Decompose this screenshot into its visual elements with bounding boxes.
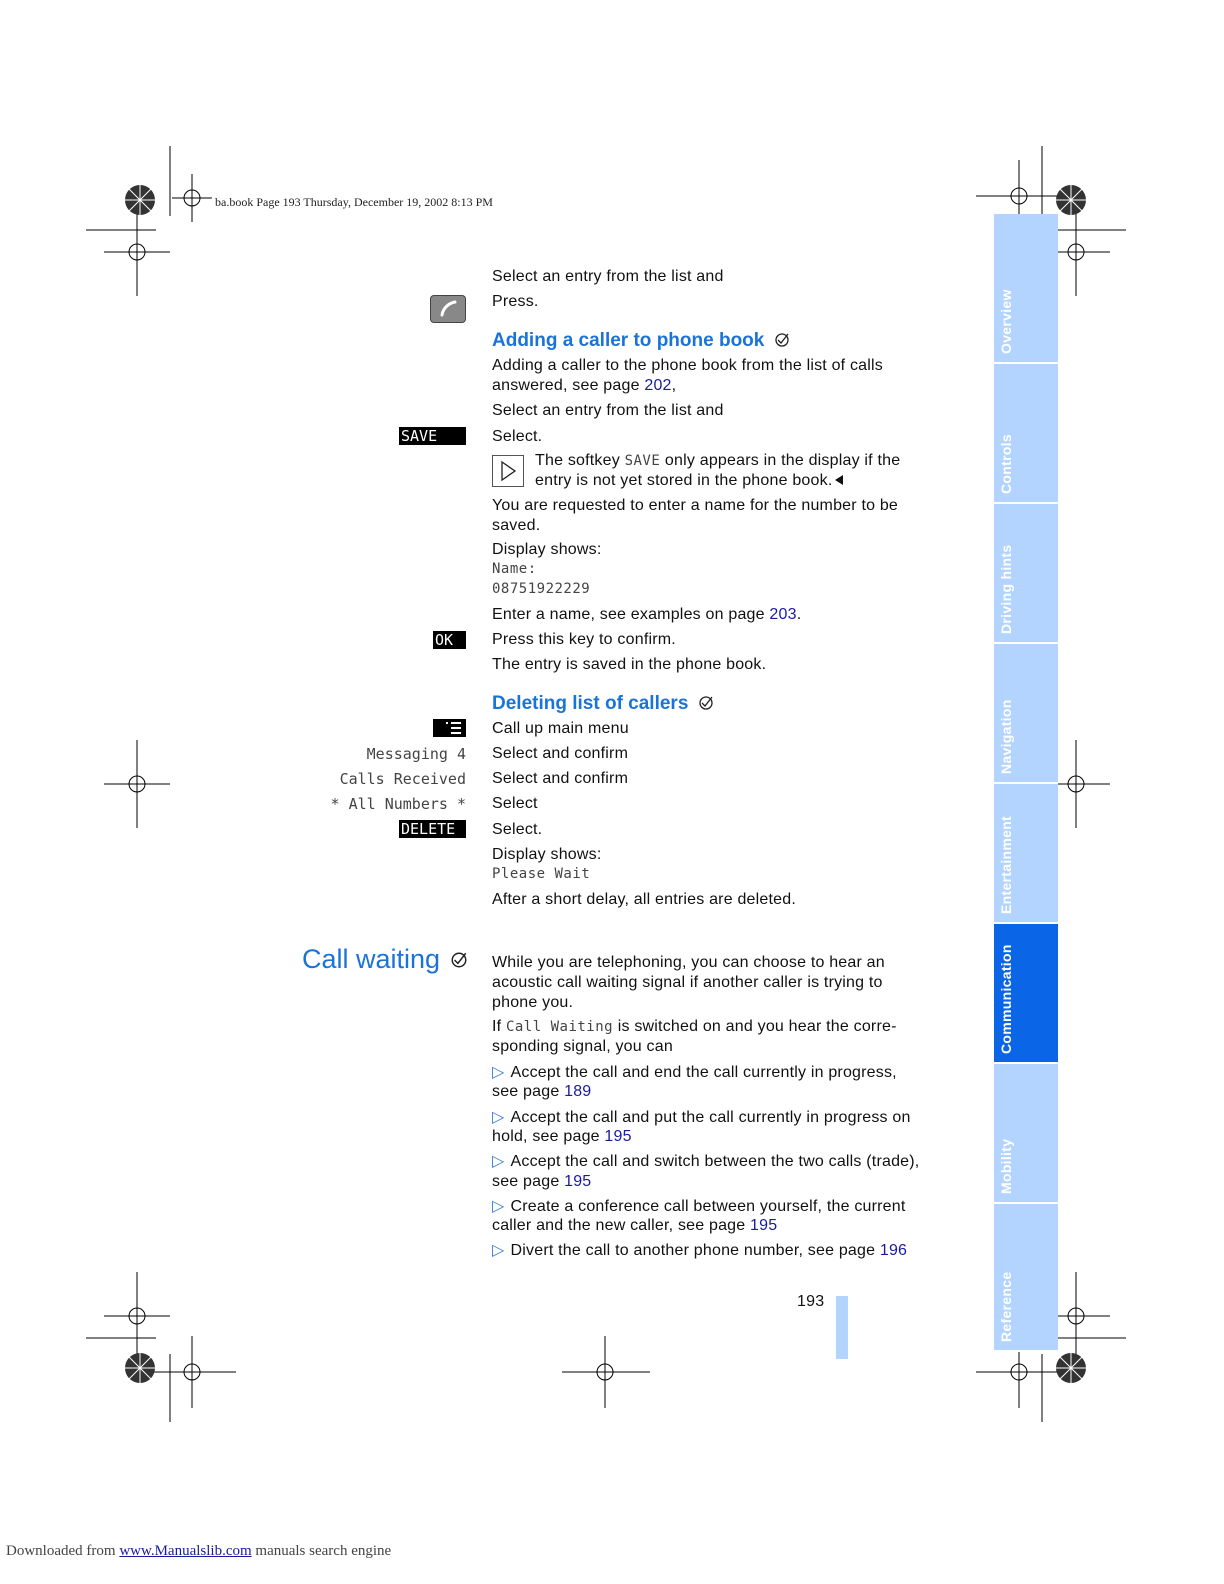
delete-step-5: Select. [492,821,543,838]
wait-bullet-3a: ▷ Accept the call and switch between the two calls (trade), [492,1153,920,1170]
delete-display-label: Display shows: [492,846,602,863]
section-wait-title: Call waiting [302,943,468,975]
note-play-icon [492,455,524,487]
wait-bullet-2a: ▷ Accept the call and put the call currently in progress on [492,1109,911,1126]
add-p6: Press this key to confirm. [492,631,676,648]
wait-bullet-2b: hold, see page 195 [492,1128,632,1145]
wait-bullet-4a: ▷ Create a conference call between yourself, the current [492,1198,906,1215]
add-p2: Select an entry from the list and [492,402,724,419]
key-ok: OK [433,631,466,649]
tab-navigation[interactable]: Navigation [994,644,1058,784]
delete-step-1: Call up main menu [492,720,629,737]
wait-p2b: sponding signal, you can [492,1038,673,1055]
print-header: ba.book Page 193 Thursday, December 19, 2002 8:13 PM [215,195,493,209]
bullet-arrow-icon: ▷ [492,1064,505,1081]
note-line-2: entry is not yet stored in the phone book. [535,471,843,491]
menu-key-icon [433,719,466,737]
add-p1a: Adding a caller to the phone book from the list of calls [492,357,883,374]
lcd-all-numbers: * All Numbers * [330,795,466,813]
lcd-messaging: Messaging 4 [366,745,466,763]
tab-mobility[interactable]: Mobility [994,1064,1058,1204]
add-display-label: Display shows: [492,541,602,558]
softkey-delete: DELETE [399,820,466,838]
wait-bullet-4b: caller and the new caller, see page 195 [492,1217,778,1234]
page-link-195[interactable]: 195 [604,1128,632,1145]
tab-entertainment[interactable]: Entertainment [994,784,1058,924]
intro-line-2: Press. [492,293,539,310]
note-line-1: The softkey SAVE only appears in the display if the [535,452,901,469]
intro-line-1: Select an entry from the list and [492,268,724,285]
page-number: 193 [797,1293,825,1310]
bullet-arrow-icon: ▷ [492,1109,505,1126]
download-footer: Downloaded from www.Manualslib.com manuals search engine [6,1543,392,1559]
bullet-arrow-icon: ▷ [492,1198,505,1215]
wait-p2a: If Call Waiting is switched on and you hear the corre- [492,1018,897,1035]
tab-controls[interactable]: Controls [994,364,1058,504]
wait-p1c: phone you. [492,994,574,1011]
delete-step-4: Select [492,795,538,812]
section-delete-title: Deleting list of callers [492,693,714,715]
check-icon [698,695,714,711]
page-link-203[interactable]: 203 [769,606,797,623]
page-link-202[interactable]: 202 [644,377,672,394]
end-mark-icon [835,475,843,485]
lcd-calls-received: Calls Received [339,770,466,788]
add-p3: Select. [492,428,543,445]
check-icon [450,951,468,969]
delete-display-line: Please Wait [492,866,591,882]
add-display-line-2: 08751922229 [492,581,591,597]
manualslib-link[interactable]: www.Manualslib.com [119,1543,252,1559]
wait-p1b: acoustic call waiting signal if another caller is trying to [492,974,883,991]
add-display-line-1: Name: [492,561,537,577]
wait-bullet-3b: see page 195 [492,1173,592,1190]
wait-bullet-1a: ▷ Accept the call and end the call currently in progress, [492,1064,897,1081]
add-p1b: answered, see page 202, [492,377,677,394]
page-link-189[interactable]: 189 [564,1083,592,1100]
delete-step-3: Select and confirm [492,770,629,787]
bullet-arrow-icon: ▷ [492,1153,505,1170]
add-p4b: saved. [492,517,541,534]
wait-bullet-5: ▷ Divert the call to another phone number, see page 196 [492,1242,908,1259]
tab-reference[interactable]: Reference [994,1204,1058,1352]
page-link-195[interactable]: 195 [564,1173,592,1190]
delete-step-2: Select and confirm [492,745,629,762]
phone-key-icon [430,295,466,323]
add-p4a: You are requested to enter a name for the number to be [492,497,899,514]
tab-overview[interactable]: Overview [994,214,1058,364]
check-icon [774,332,790,348]
tab-communication[interactable]: Communication [994,924,1058,1064]
delete-after: After a short delay, all entries are deleted. [492,891,796,908]
wait-p1a: While you are telephoning, you can choose to hear an [492,954,885,971]
page-number-bar [836,1296,848,1359]
add-p5: Enter a name, see examples on page 203. [492,606,802,623]
page-link-195[interactable]: 195 [750,1217,778,1234]
wait-bullet-1b: see page 189 [492,1083,592,1100]
section-add-title: Adding a caller to phone book [492,330,790,352]
tab-driving-hints[interactable]: Driving hints [994,504,1058,644]
add-p7: The entry is saved in the phone book. [492,656,767,673]
bullet-arrow-icon: ▷ [492,1242,505,1259]
softkey-save: SAVE [399,427,466,445]
page-link-196[interactable]: 196 [879,1242,908,1259]
